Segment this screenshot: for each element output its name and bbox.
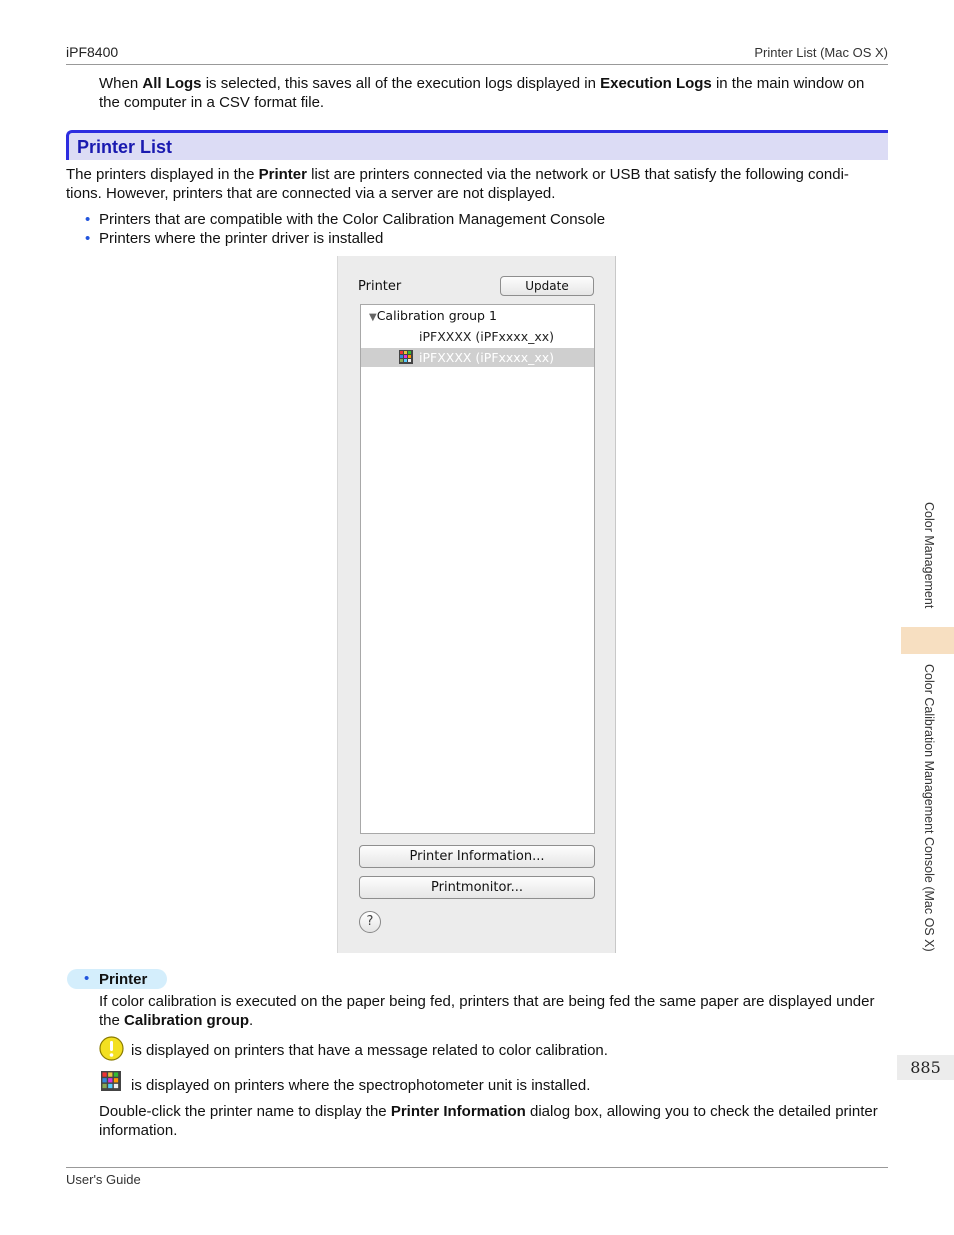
- header-section: Printer List (Mac OS X): [754, 45, 888, 60]
- side-label-console: Color Calibration Management Console (Mac OS X): [922, 664, 936, 952]
- intro-text-2: is selected, this saves all of the execution logs displayed in: [201, 75, 601, 92]
- side-label-color-management: Color Management: [922, 502, 936, 609]
- calibration-group-row[interactable]: [369, 308, 497, 323]
- section-heading-printer-list: [66, 130, 888, 160]
- double-click-bold-printer-information: Printer Information: [390, 1103, 526, 1120]
- printer-label: Printer: [358, 279, 402, 294]
- printer-item-label: [67, 969, 167, 989]
- printer-information-button[interactable]: Printer Information...: [359, 845, 595, 868]
- bullet-item: Printers where the printer driver is installed: [99, 230, 384, 247]
- double-click-text-1: Double-click the printer name to display the: [99, 1103, 391, 1120]
- header-rule: [66, 64, 888, 65]
- printer-item-text-2: .: [249, 1012, 254, 1029]
- bullet-dot: •: [85, 211, 91, 228]
- warning-icon: [99, 1036, 124, 1061]
- printer-item-bold-calibration-group: Calibration group: [124, 1012, 250, 1029]
- page-number: 885: [897, 1055, 954, 1080]
- intro-paragraph: [99, 74, 884, 112]
- printer-row[interactable]: iPFXXXX (iPFxxxx_xx): [419, 329, 555, 344]
- footer-rule: [66, 1167, 888, 1168]
- double-click-text-2: dialog box, allowing you to check the detailed printer information.: [99, 1103, 878, 1139]
- body-bold-printer: Printer: [258, 166, 307, 183]
- printer-item-paragraph: [99, 992, 884, 1030]
- printer-item-text-1: If color calibration is executed on the paper being fed, printers that are being fed the same paper are displayed under the: [99, 993, 875, 1029]
- help-button[interactable]: ?: [359, 911, 381, 933]
- header-model: iPF8400: [66, 44, 119, 60]
- intro-bold-execution-logs: Execution Logs: [600, 75, 712, 92]
- disclosure-triangle-icon[interactable]: ▼: [369, 312, 377, 323]
- intro-text-1: When: [99, 75, 143, 92]
- update-button[interactable]: Update: [500, 276, 594, 296]
- footer-text: User's Guide: [66, 1172, 141, 1187]
- bullet-dot: •: [85, 230, 91, 247]
- printer-row-label: iPFXXXX (iPFxxxx_xx): [419, 350, 555, 365]
- printmonitor-button[interactable]: Printmonitor...: [359, 876, 595, 899]
- printer-list[interactable]: [360, 304, 595, 834]
- bullet-dot: •: [84, 970, 90, 987]
- spectrophotometer-icon: [399, 350, 413, 364]
- spectrophotometer-description: is displayed on printers where the spectrophotometer unit is installed.: [131, 1077, 591, 1094]
- double-click-paragraph: [99, 1102, 884, 1140]
- intro-text-3: in the main window on the computer in a CSV format file.: [99, 75, 865, 111]
- printer-row-selected[interactable]: [361, 348, 594, 367]
- calibration-group-label: Calibration group 1: [376, 308, 497, 323]
- spectrophotometer-icon: [101, 1071, 121, 1091]
- side-tab-marker: [901, 627, 954, 654]
- section-title: Printer List: [77, 137, 173, 157]
- bullet-item: Printers that are compatible with the Color Calibration Management Console: [99, 211, 606, 228]
- warning-description: is displayed on printers that have a message related to color calibration.: [131, 1042, 608, 1059]
- intro-bold-all-logs: All Logs: [142, 75, 202, 92]
- body-text-1: The printers displayed in the: [66, 166, 259, 183]
- body-text-2: list are printers connected via the network or USB that satisfy the following condi-tions. However, printers that are connected via a server are not displayed.: [66, 166, 849, 202]
- body-paragraph: [66, 165, 884, 203]
- printer-item-title: Printer: [99, 971, 148, 988]
- printer-list-dialog: [337, 256, 616, 953]
